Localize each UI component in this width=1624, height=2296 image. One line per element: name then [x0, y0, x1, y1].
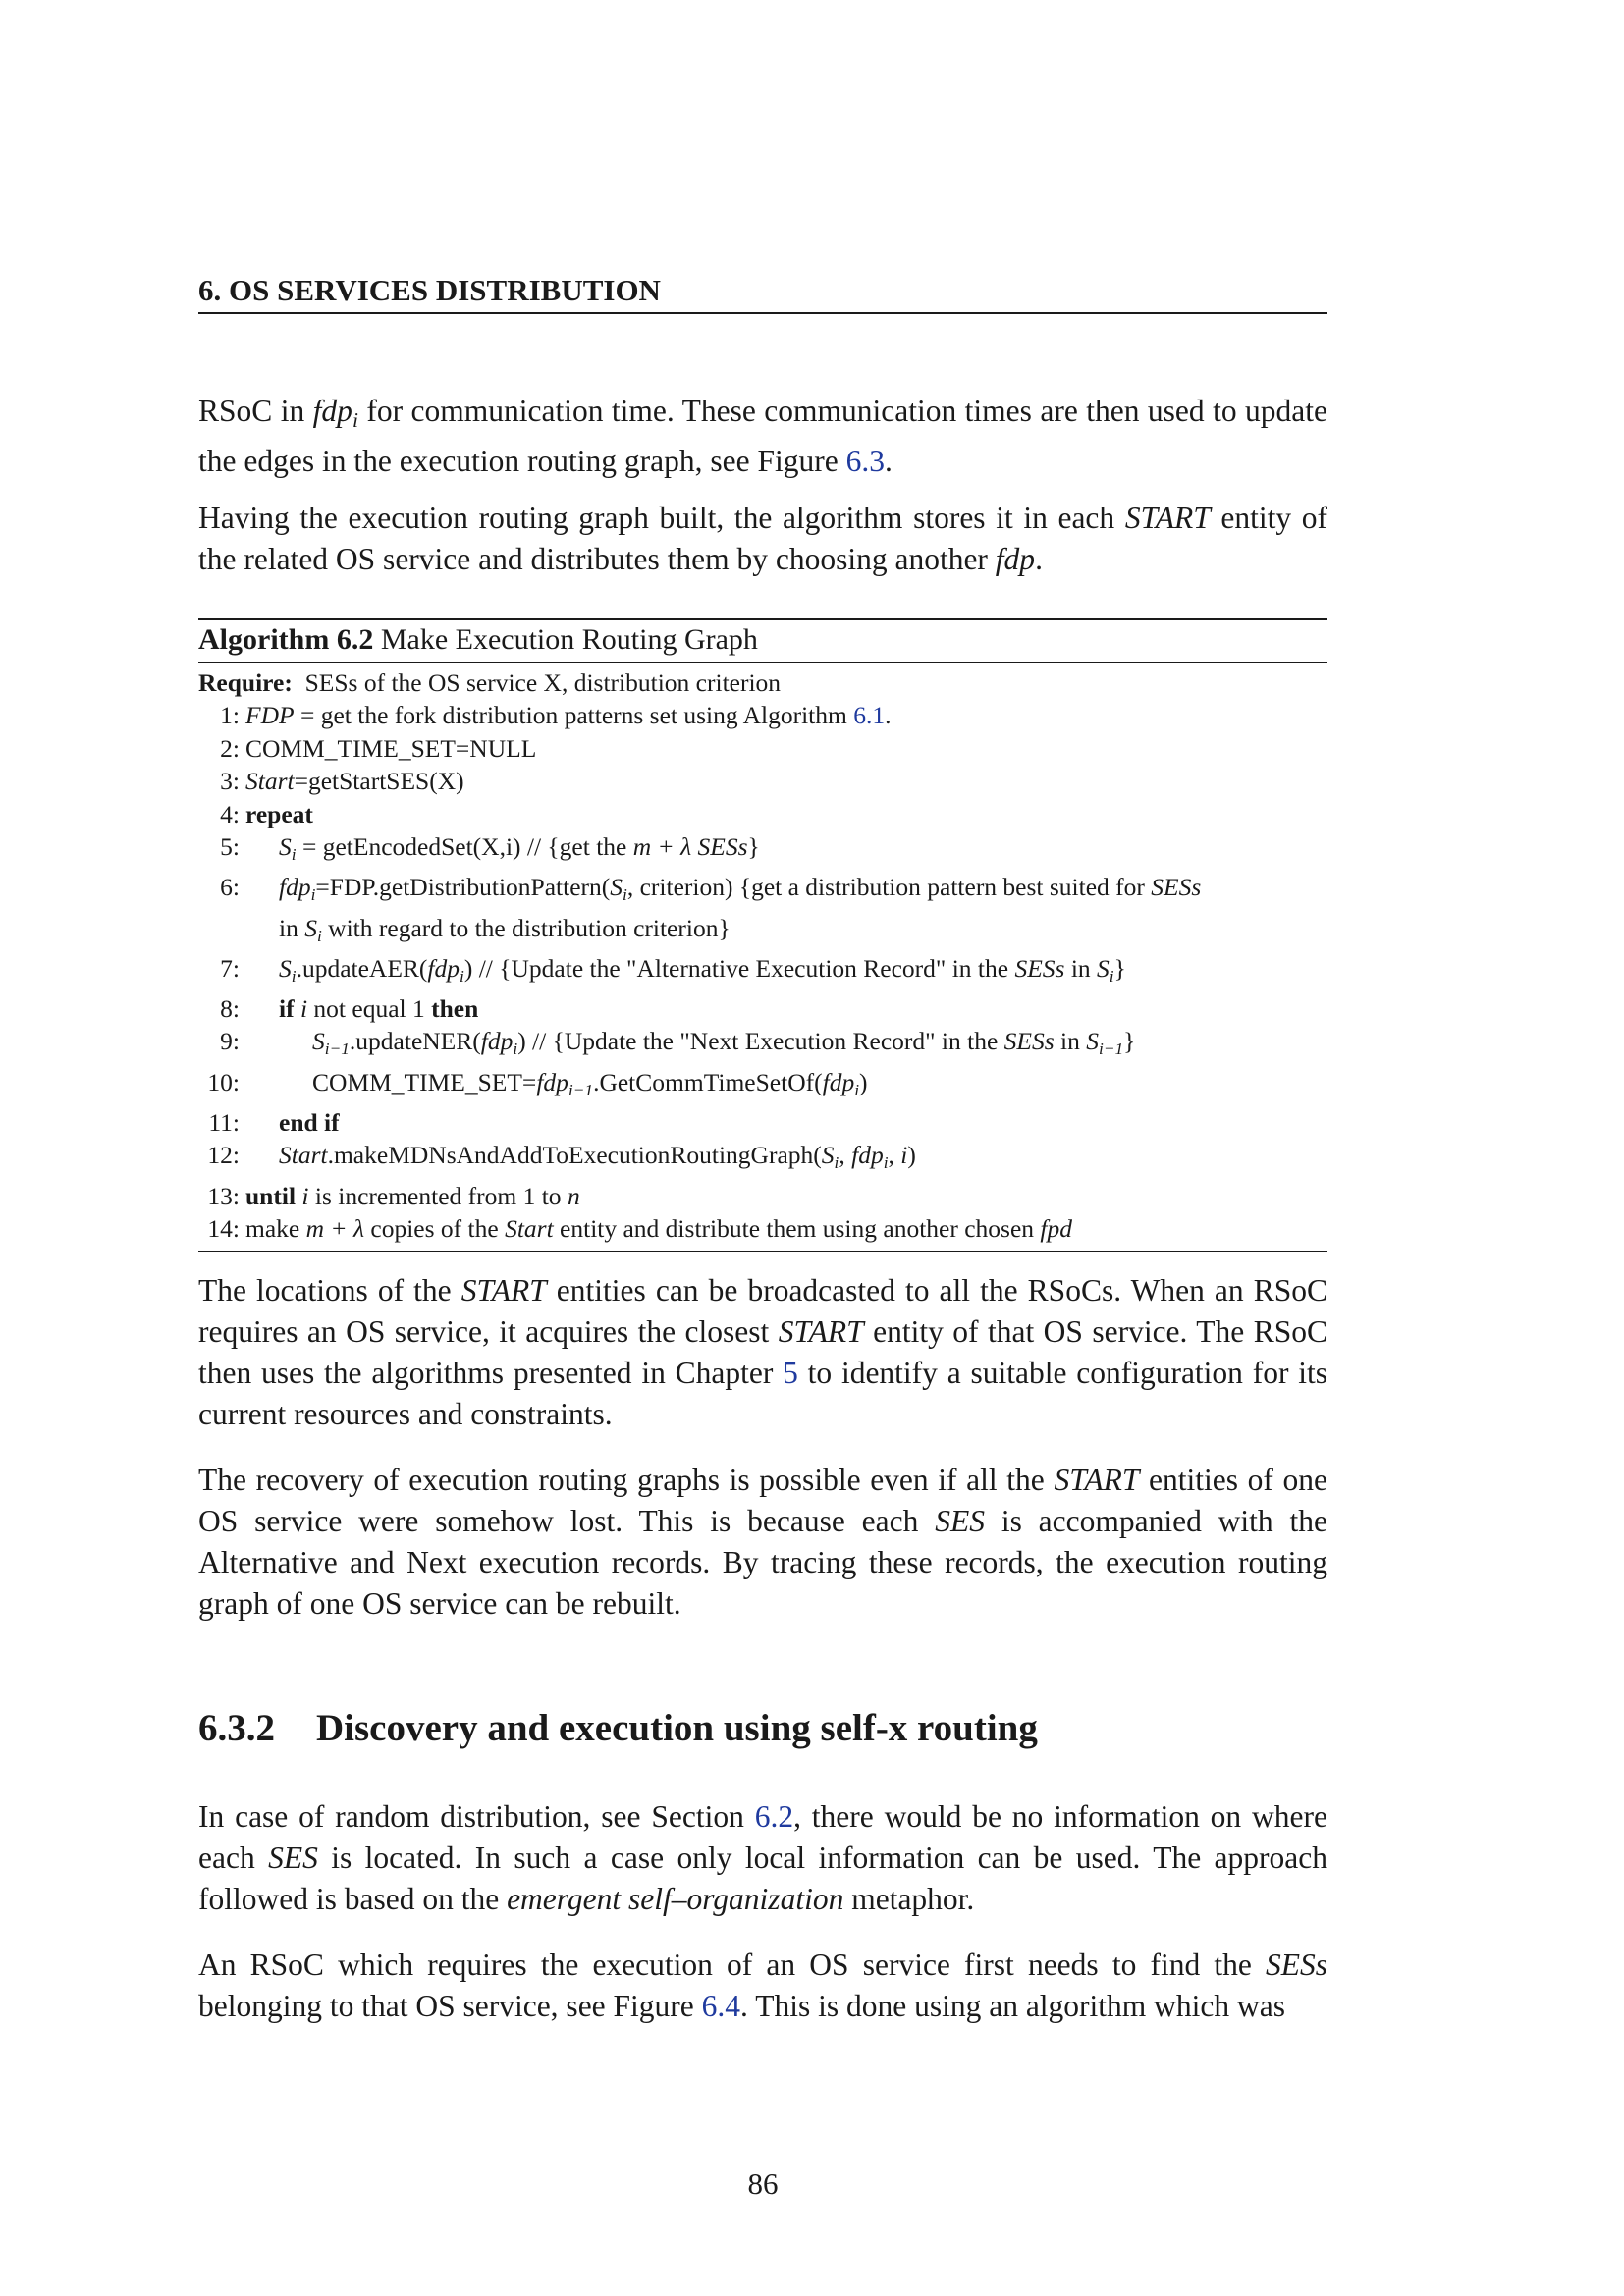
require-text: SESs of the OS service X, distribution criterion	[304, 668, 782, 697]
algorithm-line-12	[198, 1139, 1327, 1179]
math-subscript: i	[854, 1080, 860, 1099]
text: entity of the related OS service and distributes them by choosing another	[198, 501, 1328, 576]
math: i	[900, 1141, 908, 1170]
chapter-ref-5[interactable]: 5	[783, 1356, 798, 1390]
math: m + λ SESs	[632, 832, 748, 862]
math-subscript: i	[834, 1153, 839, 1173]
math-sess: SESs	[1266, 1948, 1327, 1982]
math-subscript: i	[310, 885, 316, 905]
algorithm-ref-6-1[interactable]: 6.1	[853, 701, 886, 730]
require-label: Require:	[198, 668, 293, 697]
line-number: 8:	[220, 994, 240, 1024]
math: S	[821, 1141, 835, 1170]
text: entity of that OS service. The RSoC then uses the algorithms presented in Chapter	[198, 1314, 1327, 1390]
math: Start	[505, 1214, 554, 1243]
text: COMM_TIME_SET=NULL	[245, 733, 537, 763]
math: n	[567, 1181, 580, 1210]
text: is located. In such a case only local information can be used. The approach followed is based on the	[198, 1841, 1327, 1916]
figure-ref-6-3[interactable]: 6.3	[845, 443, 885, 478]
section-ref-6-2[interactable]: 6.2	[754, 1799, 794, 1834]
math: SESs	[1014, 953, 1065, 983]
math: S	[304, 913, 317, 942]
math: fdp	[427, 953, 460, 983]
math-fdp: fdp	[995, 542, 1036, 576]
text: = get the fork distribution patterns set using Algorithm	[294, 701, 854, 730]
algorithm-line-11	[198, 1106, 1327, 1139]
text: .	[884, 443, 893, 478]
algorithm-line-10	[198, 1066, 1327, 1106]
text: )	[859, 1067, 868, 1096]
text: with regard to the distribution criterion}	[321, 913, 731, 942]
math: S	[279, 832, 292, 862]
math-subscript: i	[623, 885, 627, 905]
math-subscript: i	[316, 926, 322, 945]
section-heading	[198, 1704, 1327, 1753]
algorithm-label: Algorithm 6.2	[198, 623, 374, 656]
algorithm-line-4	[198, 798, 1327, 830]
math: fdp	[822, 1067, 855, 1096]
paragraph-4	[198, 1460, 1327, 1625]
algorithm-line-6	[198, 871, 1327, 911]
emphasis: emergent self–organization	[507, 1882, 844, 1916]
math: S	[312, 1027, 325, 1056]
section-title: Discovery and execution using self-x routing	[316, 1707, 1038, 1749]
figure-ref-6-4[interactable]: 6.4	[701, 1989, 741, 2023]
algorithm-line-14	[198, 1212, 1327, 1245]
math-start: START	[1124, 501, 1211, 535]
section-number: 6.3.2	[198, 1707, 275, 1749]
paragraph-3	[198, 1270, 1327, 1435]
text: =FDP.getDistributionPattern(	[315, 873, 611, 902]
algorithm-line-1	[198, 699, 1327, 731]
keyword-repeat: repeat	[245, 799, 313, 828]
algorithm-line-2	[198, 732, 1327, 765]
line-number: 12:	[207, 1141, 240, 1170]
algorithm-title: Make Execution Routing Graph	[380, 623, 758, 656]
math: fpd	[1040, 1214, 1072, 1243]
text: The recovery of execution routing graphs is possible even if all the	[198, 1463, 1055, 1497]
text: Having the execution routing graph built, the algorithm stores it in each	[198, 501, 1125, 535]
text: in	[279, 913, 305, 942]
text: }	[747, 832, 760, 862]
line-number: 10:	[207, 1067, 240, 1096]
text: in	[1054, 1027, 1087, 1056]
text: An RSoC which requires the execution of an OS service first needs to find the	[198, 1948, 1266, 1982]
text: metaphor.	[843, 1882, 975, 1916]
text: , criterion) {get a distribution pattern best suited for	[626, 873, 1152, 902]
math: S	[610, 873, 623, 902]
text: is incremented from 1 to	[308, 1181, 568, 1210]
text: =getStartSES(X)	[294, 767, 464, 796]
algorithm-line-6-continued	[198, 912, 1327, 952]
line-number: 7:	[220, 953, 240, 983]
running-head: 6. OS SERVICES DISTRIBUTION	[198, 271, 1327, 314]
line-number: 5:	[220, 832, 240, 862]
text: for communication time. These communication times are then used to update the edges in the execution routing graph, see Figure	[198, 394, 1327, 478]
algorithm-line-8	[198, 992, 1327, 1025]
line-number: 14:	[207, 1214, 240, 1243]
math-ses: SES	[935, 1504, 985, 1538]
text: entities can be broadcasted to all the RSoCs. When an RSoC requires an OS service, it acquires the closest	[198, 1273, 1328, 1349]
math: fdp	[480, 1027, 514, 1056]
line-number: 13:	[207, 1181, 240, 1210]
text: The locations of the	[198, 1273, 461, 1308]
keyword-end-if: end if	[279, 1107, 340, 1137]
text: copies of the	[364, 1214, 506, 1243]
math-subscript: i	[513, 1040, 518, 1059]
algorithm-require	[198, 667, 1327, 699]
math: i	[299, 994, 308, 1024]
line-number: 6:	[220, 873, 240, 902]
text: .GetCommTimeSetOf(	[593, 1067, 823, 1096]
text: = getEncodedSet(X,i) // {get the	[296, 832, 633, 862]
math: SESs	[1003, 1027, 1055, 1056]
line-number: 2:	[220, 733, 240, 763]
paragraph-5	[198, 1796, 1327, 1920]
line-number: 11:	[208, 1107, 240, 1137]
text: , there would be no information on where each	[198, 1799, 1327, 1875]
paragraph-1	[198, 391, 1327, 482]
text: is accompanied with the Alternative and Next execution records. By tracing these records, the execution routing graph of one OS service can be rebuilt.	[198, 1504, 1328, 1621]
math: m + λ	[305, 1214, 365, 1243]
math-subscript: i	[352, 407, 358, 432]
text: entity and distribute them using another chosen	[553, 1214, 1041, 1243]
text: In case of random distribution, see Section	[198, 1799, 755, 1834]
math-subscript: i	[460, 966, 464, 986]
algorithm-line-7	[198, 952, 1327, 992]
math: FDP	[245, 701, 295, 730]
text: .	[1035, 542, 1043, 576]
math: fdp	[279, 873, 311, 902]
text: RSoC in	[198, 394, 313, 428]
text: ) // {Update the "Alternative Execution Record" in the	[463, 953, 1015, 983]
math: S	[1097, 953, 1110, 983]
line-number: 4:	[220, 799, 240, 828]
math: S	[279, 953, 292, 983]
math-subscript: i−1	[324, 1040, 350, 1059]
text: . This is done using an algorithm which was	[740, 1989, 1286, 2023]
math-start: START	[778, 1314, 864, 1349]
algorithm-box	[198, 618, 1327, 1252]
text: ) // {Update the "Next Execution Record" in the	[517, 1027, 1004, 1056]
text: }	[1113, 953, 1126, 983]
text: .updateNER(	[349, 1027, 481, 1056]
math-start: START	[1054, 1463, 1140, 1497]
text: in	[1064, 953, 1098, 983]
paragraph-2	[198, 498, 1327, 580]
text: )	[907, 1141, 916, 1170]
text: .updateAER(	[296, 953, 428, 983]
page-number: 86	[747, 2166, 779, 2201]
math: fdp	[851, 1141, 884, 1170]
text: belonging to that OS service, see Figure	[198, 1989, 702, 2023]
algorithm-line-9	[198, 1025, 1327, 1065]
math-start: START	[460, 1273, 547, 1308]
keyword-then: then	[431, 994, 479, 1024]
math-subscript: i−1	[568, 1080, 594, 1099]
text: not equal 1	[307, 994, 432, 1024]
math: i	[301, 1181, 309, 1210]
text: .makeMDNsAndAddToExecutionRoutingGraph(	[327, 1141, 822, 1170]
math-ses: SES	[268, 1841, 318, 1875]
algorithm-line-3	[198, 765, 1327, 797]
paragraph-6	[198, 1945, 1327, 2027]
keyword-until: until	[245, 1181, 297, 1210]
text: ,	[888, 1141, 901, 1170]
line-number: 9:	[220, 1027, 240, 1056]
line-number: 3:	[220, 767, 240, 796]
algorithm-line-13	[198, 1180, 1327, 1212]
text: }	[1123, 1027, 1136, 1056]
math-subscript: i	[1109, 966, 1114, 986]
text: make	[245, 1214, 306, 1243]
algorithm-line-5	[198, 830, 1327, 871]
math-subscript: i−1	[1099, 1040, 1124, 1059]
algorithm-body	[198, 663, 1327, 1251]
math: Start	[245, 767, 295, 796]
math: Start	[279, 1141, 328, 1170]
math: fdp	[536, 1067, 568, 1096]
math: S	[1086, 1027, 1099, 1056]
math: SESs	[1151, 873, 1202, 902]
text: ,	[839, 1141, 852, 1170]
math-subscript: i	[291, 844, 297, 864]
line-number: 1:	[220, 701, 240, 730]
math-subscript: i	[291, 966, 297, 986]
algorithm-caption	[198, 620, 1327, 663]
text: entities of one OS service were somehow lost. This is because each	[198, 1463, 1327, 1538]
text: .	[885, 701, 892, 730]
math-subscript: i	[883, 1153, 889, 1173]
math-fdp: fdp	[312, 394, 352, 428]
keyword-if: if	[279, 994, 295, 1024]
text: to identify a suitable configuration for its current resources and constraints.	[198, 1356, 1327, 1431]
text: COMM_TIME_SET=	[312, 1067, 537, 1096]
